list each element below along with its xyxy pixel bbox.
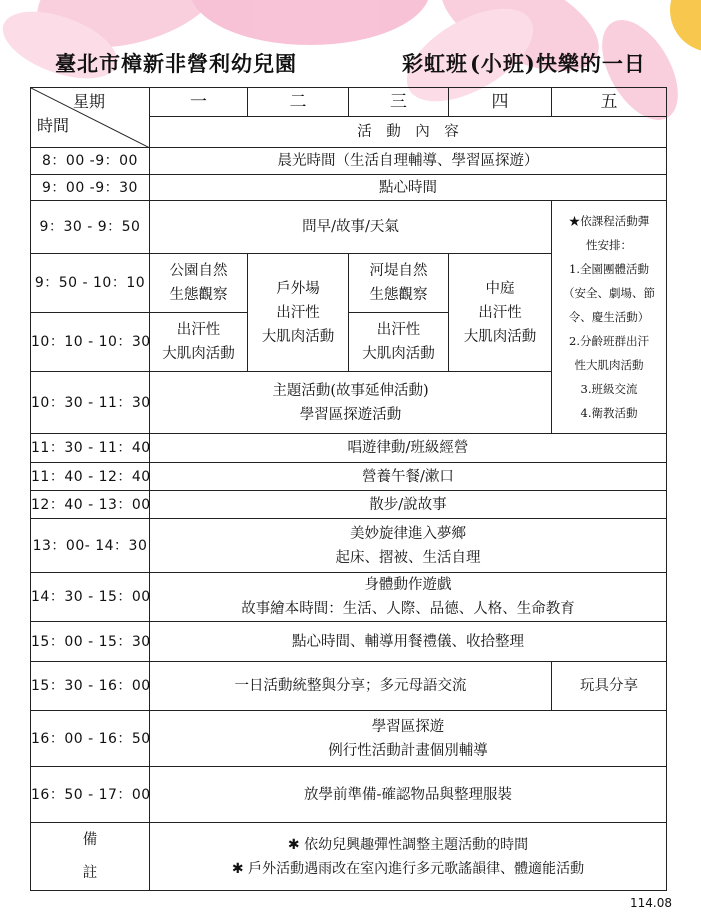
cell-line: 美妙旋律進入夢鄉	[350, 525, 466, 542]
cell-line: 起床、摺被、生活自理	[335, 549, 481, 566]
cell-line: 出汗性	[176, 322, 221, 338]
school-name: 臺北市樟新非營利幼兒園	[55, 51, 297, 76]
day-thu: 四	[449, 88, 552, 117]
day-mon: 一	[150, 88, 248, 117]
cell-line: 大肌肉活動	[362, 346, 435, 362]
note-line: 1.全園團體活動	[569, 262, 649, 276]
table-row	[31, 148, 667, 175]
day-wed: 三	[349, 88, 449, 117]
time-slot: 14：30 - 15：00	[31, 573, 150, 622]
activity-cell: 晨光時間（生活自理輔導、學習區探遊）	[150, 148, 667, 175]
time-slot: 15：00 - 15：30	[31, 622, 150, 662]
activity-content-header: 活 動 內 容	[150, 117, 667, 148]
cell-line: 例行性活動計畫個別輔導	[328, 742, 488, 759]
table-row	[31, 175, 667, 201]
time-slot: 16：00 - 16：50	[31, 711, 150, 767]
schedule-subtitle: (小班)快樂的一日	[470, 51, 646, 76]
time-slot: 9：00 -9：30	[31, 175, 150, 201]
time-slot: 9：30 - 9：50	[31, 201, 150, 254]
activity-cell: 散步/說故事	[150, 491, 667, 519]
activity-cell: 唱遊律動/班級經營	[150, 434, 667, 463]
time-slot: 16：50 - 17：00	[31, 767, 150, 823]
activity-cell	[150, 711, 667, 767]
cell-line: 中庭	[485, 280, 515, 297]
activity-cell: 放學前準備-確認物品與整理服裝	[150, 767, 667, 823]
note-line: 性大肌肉活動	[574, 358, 644, 372]
cell-line: 生態觀察	[169, 287, 228, 303]
cell-line: 學習區探遊活動	[299, 406, 402, 423]
cell-line: 主題活動(故事延伸活動)	[272, 382, 429, 399]
activity-cell-mon	[150, 254, 248, 313]
table-row	[31, 491, 667, 519]
activity-cell: 問早/故事/天氣	[150, 201, 552, 254]
note-line: 令、慶生活動）	[568, 310, 650, 324]
cell-line: 身體動作遊戲	[364, 577, 452, 593]
cell-line: 大肌肉活動	[463, 328, 537, 345]
time-slot: 10：10 - 10：30	[31, 313, 150, 372]
table-row	[31, 201, 667, 254]
cell-line: 公園自然	[169, 263, 228, 279]
activity-cell: 點心時間	[150, 175, 667, 201]
table-row	[31, 662, 667, 711]
note-line: 2.分齡班群出汗	[569, 334, 649, 348]
activity-cell	[150, 519, 667, 573]
table-row	[31, 519, 667, 573]
note-line: 4.衛教活動	[580, 406, 638, 420]
table-row	[31, 434, 667, 463]
remark-item: ✱ 依幼兒興趣彈性調整主題活動的時間	[287, 836, 529, 853]
note-line: （安全、劇場、節	[563, 286, 655, 300]
cell-line: 出汗性	[276, 304, 320, 321]
time-weekday-header	[31, 88, 150, 148]
cell-line: 大肌肉活動	[261, 328, 335, 345]
time-slot: 12：40 - 13：00	[31, 491, 150, 519]
time-label: 時間	[37, 116, 70, 135]
note-line: 性安排：	[586, 238, 632, 252]
time-slot: 11：30 - 11：40	[31, 434, 150, 463]
activity-cell-fri: 玩具分享	[552, 662, 667, 711]
remarks-row	[31, 823, 667, 891]
activity-cell-thu	[449, 254, 552, 372]
day-tue: 二	[248, 88, 349, 117]
cell-line: 戶外場	[276, 280, 320, 297]
remarks-label-1: 備	[82, 831, 98, 848]
table-row	[31, 622, 667, 662]
cell-line: 故事繪本時間：生活、人際、品德、人格、生命教育	[241, 601, 575, 617]
day-fri: 五	[552, 88, 667, 117]
table-row	[31, 573, 667, 622]
time-slot: 9：50 - 10：10	[31, 254, 150, 313]
activity-cell-tue	[248, 254, 349, 372]
table-row	[31, 767, 667, 823]
cell-line: 河堤自然	[369, 263, 428, 279]
cell-line: 出汗性	[376, 322, 421, 338]
time-slot: 10：30 - 11：30	[31, 372, 150, 434]
time-slot: 11：40 - 12：40	[31, 463, 150, 491]
table-row	[31, 711, 667, 767]
remarks-label	[31, 823, 150, 891]
cell-line: 學習區探遊	[371, 718, 445, 735]
activity-cell: 點心時間、輔導用餐禮儀、收拾整理	[150, 622, 667, 662]
remarks-label-2: 註	[82, 864, 98, 881]
time-slot: 15：30 - 16：00	[31, 662, 150, 711]
activity-cell-wed	[349, 313, 449, 372]
class-name: 彩虹班	[402, 51, 468, 76]
activity-cell: 營養午餐/漱口	[150, 463, 667, 491]
daily-schedule-table	[30, 87, 667, 891]
activity-cell-mon	[150, 313, 248, 372]
activity-cell-wed	[349, 254, 449, 313]
activity-cell: 一日活動統整與分享；多元母語交流	[150, 662, 552, 711]
time-slot: 8：00 -9：00	[31, 148, 150, 175]
cell-line: 大肌肉活動	[162, 346, 235, 362]
activity-cell	[150, 372, 552, 434]
time-slot: 13：00- 14：30	[31, 519, 150, 573]
header-row	[31, 88, 667, 117]
weekday-label: 星期	[73, 92, 106, 111]
note-line: 3.班級交流	[580, 382, 638, 396]
document-code: 114.08	[630, 896, 672, 910]
friday-note	[552, 201, 667, 434]
cell-line: 出汗性	[478, 304, 522, 321]
cell-line: 生態觀察	[369, 287, 428, 303]
page-title	[0, 48, 701, 80]
note-line: ★依課程活動彈	[568, 214, 650, 228]
remarks-content	[150, 823, 667, 891]
table-row	[31, 463, 667, 491]
activity-cell	[150, 573, 667, 622]
remark-item: ✱ 戶外活動遇雨改在室內進行多元歌謠韻律、體適能活動	[231, 860, 585, 877]
